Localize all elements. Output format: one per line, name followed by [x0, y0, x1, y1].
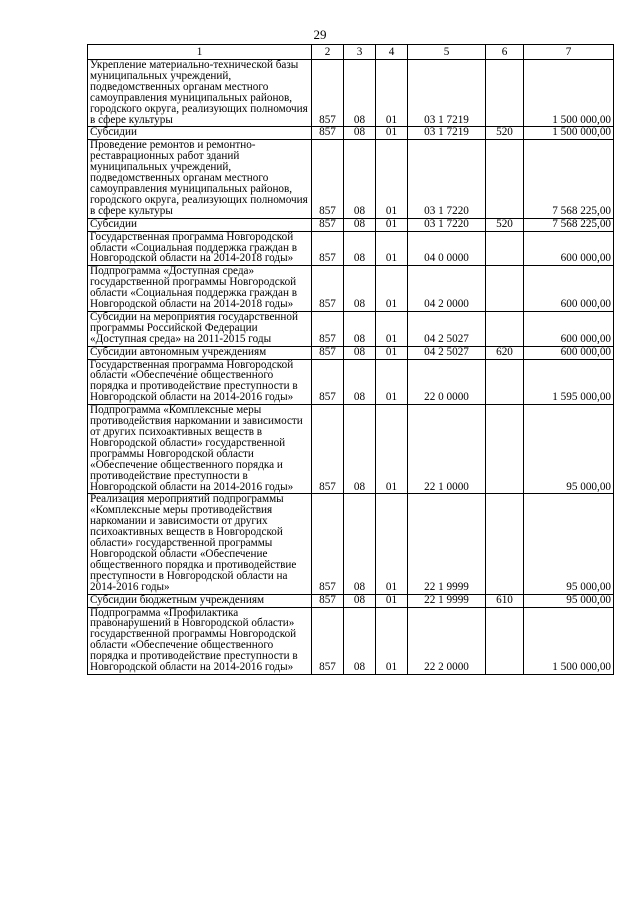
row-code-2: 857	[312, 359, 344, 405]
column-header: 5	[408, 45, 486, 60]
row-amount: 7 568 225,00	[524, 140, 614, 218]
row-code-2: 857	[312, 607, 344, 674]
row-description: Подпрограмма «Доступная среда» государственной программы Новгородской области «Социальная поддержка граждан в Новгородской области на 2014-2018 годы»	[88, 266, 312, 312]
row-amount: 1 595 000,00	[524, 359, 614, 405]
row-code-5: 22 1 9999	[408, 594, 486, 607]
column-header: 4	[376, 45, 408, 60]
row-code-3: 08	[344, 127, 376, 140]
row-code-2: 857	[312, 127, 344, 140]
row-code-6	[486, 359, 524, 405]
row-code-4: 01	[376, 359, 408, 405]
row-code-6: 620	[486, 346, 524, 359]
row-code-6	[486, 60, 524, 127]
row-code-3: 08	[344, 140, 376, 218]
row-code-4: 01	[376, 607, 408, 674]
row-code-3: 08	[344, 218, 376, 231]
row-description: Проведение ремонтов и ремонтно-реставрационных работ зданий муниципальных учреждений, подведомственных органам местного самоуправления муниципальных районов, городского округа, реализующих полномочия в сфере культуры	[88, 140, 312, 218]
row-code-3: 08	[344, 405, 376, 494]
row-code-6	[486, 140, 524, 218]
row-code-4: 01	[376, 60, 408, 127]
row-code-4: 01	[376, 494, 408, 594]
table-row	[88, 127, 614, 140]
row-code-2: 857	[312, 218, 344, 231]
row-code-3: 08	[344, 494, 376, 594]
row-code-3: 08	[344, 266, 376, 312]
row-code-4: 01	[376, 231, 408, 266]
row-code-4: 01	[376, 218, 408, 231]
table-row	[88, 231, 614, 266]
row-amount: 600 000,00	[524, 231, 614, 266]
row-code-2: 857	[312, 311, 344, 346]
row-code-2: 857	[312, 266, 344, 312]
row-description: Субсидии бюджетным учреждениям	[88, 594, 312, 607]
row-code-5: 03 1 7220	[408, 218, 486, 231]
row-code-6	[486, 231, 524, 266]
row-description: Подпрограмма «Комплексные меры противодействия наркомании и зависимости от других психоактивных веществ в Новгородской области» государственной программы Новгородской области «Обеспечение общественного порядка и противодействие преступности в Новгородской области на 2014-2016 годы»	[88, 405, 312, 494]
row-code-6: 520	[486, 218, 524, 231]
row-code-2: 857	[312, 60, 344, 127]
table-row	[88, 218, 614, 231]
row-code-2: 857	[312, 231, 344, 266]
row-amount: 95 000,00	[524, 594, 614, 607]
column-header: 2	[312, 45, 344, 60]
row-code-2: 857	[312, 140, 344, 218]
row-code-3: 08	[344, 346, 376, 359]
row-code-6	[486, 405, 524, 494]
column-header: 3	[344, 45, 376, 60]
row-description: Государственная программа Новгородской области «Социальная поддержка граждан в Новгородской области на 2014-2018 годы»	[88, 231, 312, 266]
row-description: Субсидии	[88, 127, 312, 140]
row-description: Подпрограмма «Профилактика правонарушений в Новгородской области» государственной программы Новгородской области «Обеспечение общественного порядка и противодействие преступности в Новгородской области на 2014-2016 годы»	[88, 607, 312, 674]
row-code-5: 03 1 7219	[408, 60, 486, 127]
row-amount: 600 000,00	[524, 266, 614, 312]
table-row	[88, 140, 614, 218]
table-row	[88, 346, 614, 359]
row-description: Субсидии автономным учреждениям	[88, 346, 312, 359]
row-code-2: 857	[312, 494, 344, 594]
table-row	[88, 494, 614, 594]
row-amount: 95 000,00	[524, 494, 614, 594]
row-code-6: 520	[486, 127, 524, 140]
row-amount: 600 000,00	[524, 346, 614, 359]
row-code-5: 03 1 7220	[408, 140, 486, 218]
budget-table	[87, 44, 614, 675]
row-amount: 95 000,00	[524, 405, 614, 494]
row-code-4: 01	[376, 140, 408, 218]
row-code-2: 857	[312, 405, 344, 494]
table-row	[88, 311, 614, 346]
row-description: Субсидии	[88, 218, 312, 231]
column-header: 7	[524, 45, 614, 60]
row-code-6: 610	[486, 594, 524, 607]
row-code-3: 08	[344, 60, 376, 127]
row-description: Государственная программа Новгородской области «Обеспечение общественного порядка и противодействие преступности в Новгородской области на 2014-2016 годы»	[88, 359, 312, 405]
row-code-5: 03 1 7219	[408, 127, 486, 140]
row-code-3: 08	[344, 311, 376, 346]
row-description: Укрепление материально-технической базы муниципальных учреждений, подведомственных органам местного самоуправления муниципальных районов, городского округа, реализующих полномочия в сфере культуры	[88, 60, 312, 127]
row-description: Реализация мероприятий подпрограммы «Комплексные меры противодействия наркомании и зависимости от других психоактивных веществ в Новгородской области» государственной программы Новгородской области «Обеспечение общественного порядка и противодействие преступности в Новгородской области на 2014-2016 годы»	[88, 494, 312, 594]
row-code-5: 04 2 0000	[408, 266, 486, 312]
row-code-5: 04 0 0000	[408, 231, 486, 266]
row-code-5: 04 2 5027	[408, 311, 486, 346]
row-amount: 1 500 000,00	[524, 127, 614, 140]
row-code-2: 857	[312, 594, 344, 607]
row-code-4: 01	[376, 594, 408, 607]
row-code-4: 01	[376, 127, 408, 140]
column-header: 1	[88, 45, 312, 60]
row-code-6	[486, 266, 524, 312]
table-row	[88, 405, 614, 494]
table-row	[88, 594, 614, 607]
row-amount: 1 500 000,00	[524, 607, 614, 674]
table-row	[88, 359, 614, 405]
row-code-3: 08	[344, 607, 376, 674]
page-number: 29	[313, 27, 327, 42]
row-description: Субсидии на мероприятия государственной программы Российской Федерации «Доступная среда» на 2011-2015 годы	[88, 311, 312, 346]
row-code-3: 08	[344, 231, 376, 266]
row-code-5: 22 1 0000	[408, 405, 486, 494]
row-code-6	[486, 311, 524, 346]
row-code-5: 22 0 0000	[408, 359, 486, 405]
row-code-3: 08	[344, 594, 376, 607]
row-code-4: 01	[376, 266, 408, 312]
table-header-row	[88, 45, 614, 60]
table-row	[88, 607, 614, 674]
table-row	[88, 266, 614, 312]
row-code-4: 01	[376, 346, 408, 359]
row-code-6	[486, 607, 524, 674]
row-code-2: 857	[312, 346, 344, 359]
row-code-4: 01	[376, 311, 408, 346]
table-row	[88, 60, 614, 127]
row-amount: 600 000,00	[524, 311, 614, 346]
column-header: 6	[486, 45, 524, 60]
row-amount: 7 568 225,00	[524, 218, 614, 231]
row-code-5: 22 1 9999	[408, 494, 486, 594]
row-amount: 1 500 000,00	[524, 60, 614, 127]
row-code-4: 01	[376, 405, 408, 494]
row-code-5: 22 2 0000	[408, 607, 486, 674]
row-code-3: 08	[344, 359, 376, 405]
row-code-5: 04 2 5027	[408, 346, 486, 359]
row-code-6	[486, 494, 524, 594]
